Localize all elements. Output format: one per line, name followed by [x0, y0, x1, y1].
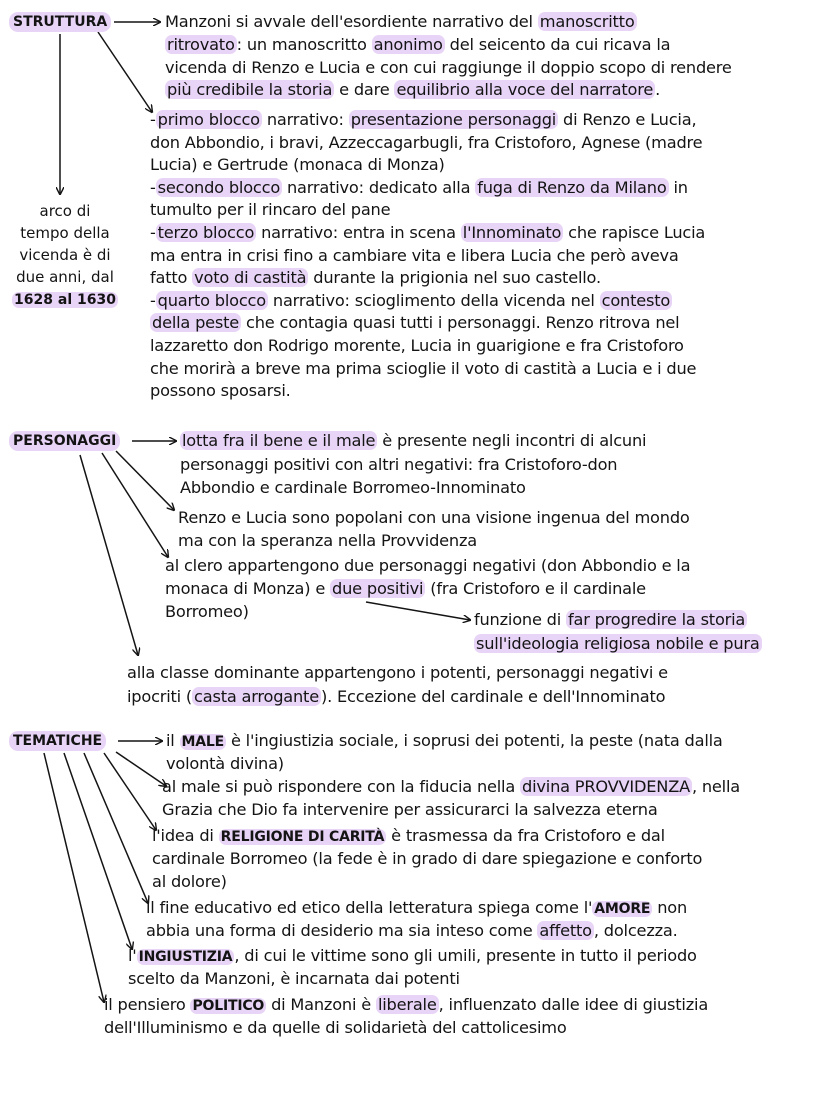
- text-segment: di Renzo e Lucia,: [558, 110, 697, 129]
- highlighted-text: AMORE: [594, 901, 651, 917]
- text-segment: che morirà a breve ma prima scioglie il voto di castità a Lucia e i due: [150, 358, 697, 378]
- highlighted-text: MALE: [181, 734, 224, 750]
- text-line: [150, 132, 702, 154]
- text-line: [128, 968, 460, 990]
- highlighted-text: anonimo: [373, 34, 443, 54]
- highlighted-text: casta arrogante: [194, 687, 319, 706]
- highlighted-text: terzo blocco: [157, 223, 255, 242]
- text-segment: l'idea di: [152, 826, 219, 845]
- text-line: [178, 507, 690, 529]
- arrow-tematiche-t5: [64, 753, 132, 949]
- text-line: [6, 267, 124, 289]
- text-line: [146, 897, 687, 920]
- highlighted-text: l'Innominato: [462, 223, 562, 242]
- text-segment: possono sposarsi.: [150, 381, 291, 401]
- text-segment: -: [150, 177, 156, 197]
- text-segment: -: [150, 110, 156, 129]
- arrow-personaggi-p4: [366, 602, 470, 620]
- text-line: [180, 477, 526, 499]
- arrow-tematiche-t6: [44, 753, 104, 1002]
- text-line: [150, 312, 679, 334]
- text-line: [165, 57, 732, 79]
- text-line: [152, 825, 665, 848]
- arrow-personaggi-p2: [116, 451, 174, 510]
- text-segment: arco di: [39, 202, 91, 220]
- text-line: [152, 871, 227, 893]
- text-segment: alla classe dominante appartengono i potenti, personaggi negativi e: [127, 663, 668, 682]
- text-segment: ). Eccezione del cardinale e dell'Innominato: [320, 687, 666, 706]
- text-line: [162, 799, 658, 821]
- highlighted-text: far progredire la storia: [568, 610, 746, 629]
- text-segment: Borromeo): [165, 602, 249, 621]
- text-segment: di Manzoni è: [266, 995, 376, 1014]
- text-line: [6, 223, 124, 245]
- highlighted-text: manoscritto: [539, 12, 635, 31]
- text-line: [104, 994, 708, 1017]
- text-segment: cardinale Borromeo (la fede è in grado di dare spiegazione e conforto: [152, 849, 703, 868]
- text-line: [150, 267, 601, 289]
- text-line: [152, 848, 702, 870]
- tematiche-label: TEMATICHE: [9, 731, 106, 751]
- text-line: [150, 199, 390, 221]
- text-segment: il: [166, 731, 180, 750]
- highlighted-text: quarto blocco: [157, 290, 266, 310]
- text-segment: : un manoscritto: [236, 34, 372, 54]
- text-line: [150, 245, 679, 267]
- text-segment: monaca di Monza) e: [165, 579, 331, 598]
- text-line: [162, 776, 740, 798]
- text-segment: ipocriti (: [127, 687, 193, 706]
- text-segment: e dare: [334, 80, 395, 100]
- text-line: [150, 358, 696, 380]
- text-segment: Manzoni si avvale dell'esordiente narrativo del: [165, 12, 538, 31]
- text-line: [165, 11, 637, 33]
- highlighted-text: affetto: [539, 921, 592, 940]
- highlighted-text: ritrovato: [167, 34, 235, 54]
- highlighted-text: fuga di Renzo da Milano: [477, 177, 667, 197]
- text-segment: scelto da Manzoni, è incarnata dai potenti: [128, 969, 460, 988]
- text-segment: personaggi positivi con altri negativi: fra Cristoforo-don: [180, 454, 618, 474]
- text-line: [150, 154, 445, 176]
- text-line: [128, 945, 697, 968]
- highlighted-text: 1628 al 1630: [14, 292, 116, 308]
- arrow-personaggi-p5: [80, 455, 138, 655]
- text-segment: Abbondio e cardinale Borromeo-Innominato: [180, 478, 526, 497]
- highlighted-text: liberale: [377, 995, 437, 1014]
- text-segment: lazzaretto don Rodrigo morente, Lucia in guarigione e fra Cristoforo: [150, 336, 684, 355]
- text-line: [6, 289, 124, 311]
- text-segment: ma con la speranza nella Provvidenza: [178, 531, 477, 550]
- text-segment: funzione di: [474, 610, 566, 629]
- highlighted-text: equilibrio alla voce del narratore: [396, 80, 654, 100]
- text-segment: , dolcezza.: [593, 921, 678, 940]
- arrow-tematiche-t4: [84, 753, 148, 903]
- highlighted-text: INGIUSTIZIA: [138, 949, 233, 965]
- text-segment: non: [652, 898, 688, 917]
- highlighted-text: lotta fra il bene e il male: [182, 431, 376, 450]
- highlighted-text: contesto: [601, 290, 671, 310]
- highlighted-text: più credibile la storia: [167, 80, 333, 100]
- text-segment: l': [128, 946, 137, 965]
- text-segment: è presente negli incontri di alcuni: [377, 431, 647, 450]
- text-segment: due anni, dal: [16, 268, 114, 286]
- text-segment: , di cui le vittime sono gli umili, presente in tutto il periodo: [234, 946, 697, 965]
- text-segment: (fra Cristoforo e il cardinale: [425, 579, 646, 598]
- text-segment: al dolore): [152, 872, 227, 891]
- text-segment: tumulto per il rincaro del pane: [150, 200, 391, 220]
- text-line: [6, 245, 124, 267]
- text-line: [180, 454, 617, 476]
- text-segment: il pensiero: [104, 995, 191, 1014]
- text-line: [166, 730, 723, 753]
- text-line: [165, 601, 249, 623]
- text-segment: -: [150, 223, 156, 242]
- text-segment: Lucia) e Gertrude (monaca di Monza): [150, 155, 445, 175]
- text-line: [127, 686, 665, 708]
- text-segment: narrativo: dedicato alla: [282, 177, 476, 197]
- text-line: [146, 920, 678, 942]
- text-segment: abbia una forma di desiderio ma sia inteso come: [146, 921, 538, 940]
- text-line: [127, 662, 668, 684]
- text-line: [178, 530, 477, 552]
- personaggi-label: PERSONAGGI: [9, 431, 120, 451]
- text-segment: al male si può rispondere con la fiducia nella: [162, 777, 521, 796]
- struttura-side-note: [6, 201, 124, 311]
- text-segment: .: [655, 80, 661, 100]
- highlighted-text: voto di castità: [194, 268, 307, 288]
- text-segment: ma entra in crisi fino a cambiare vita e libera Lucia che però aveva: [150, 245, 679, 265]
- text-segment: volontà divina): [166, 754, 284, 773]
- text-segment: è l'ingiustizia sociale, i soprusi dei potenti, la peste (nata dalla: [226, 731, 723, 750]
- text-line: [165, 34, 670, 56]
- text-segment: Renzo e Lucia sono popolani con una visione ingenua del mondo: [178, 508, 690, 527]
- text-line: [474, 609, 747, 631]
- text-line: [150, 177, 688, 199]
- text-line: [6, 201, 124, 223]
- text-segment: , influenzato dalle idee di giustizia: [438, 995, 709, 1014]
- text-segment: il fine educativo ed etico della letteratura spiega come l': [146, 898, 593, 917]
- text-segment: Grazia che Dio fa intervenire per assicurarci la salvezza eterna: [162, 800, 658, 819]
- text-segment: don Abbondio, i bravi, Azzeccagarbugli, fra Cristoforo, Agnese (madre: [150, 132, 703, 152]
- text-segment: fatto: [150, 268, 193, 288]
- highlighted-text: divina PROVVIDENZA: [522, 777, 690, 796]
- text-segment: narrativo: scioglimento della vicenda nel: [267, 290, 600, 310]
- text-segment: narrativo: entra in scena: [256, 223, 461, 242]
- text-line: [180, 430, 646, 452]
- text-segment: tempo della: [20, 224, 110, 242]
- text-line: [474, 633, 762, 655]
- arrow-personaggi-p3: [102, 453, 168, 557]
- text-line: [165, 578, 646, 600]
- text-segment: del seicento da cui ricava la: [444, 34, 671, 54]
- highlighted-text: POLITICO: [192, 998, 265, 1014]
- text-segment: che contagia quasi tutti i personaggi. Renzo ritrova nel: [241, 313, 680, 333]
- text-segment: è trasmessa da fra Cristoforo e dal: [386, 826, 665, 845]
- text-line: [150, 109, 696, 131]
- text-segment: in: [668, 177, 688, 197]
- text-line: [150, 380, 291, 402]
- text-segment: al clero appartengono due personaggi negativi (don Abbondio e la: [165, 556, 691, 575]
- text-segment: dell'Illuminismo e da quelle di solidarietà del cattolicesimo: [104, 1018, 567, 1037]
- text-line: [150, 222, 705, 244]
- text-segment: durante la prigionia nel suo castello.: [308, 268, 601, 288]
- highlighted-text: presentazione personaggi: [350, 110, 557, 129]
- highlighted-text: sull'ideologia religiosa nobile e pura: [476, 634, 760, 653]
- text-segment: vicenda di Renzo e Lucia e con cui raggiunge il doppio scopo di rendere: [165, 57, 732, 77]
- text-line: [150, 335, 684, 357]
- text-segment: -: [150, 290, 156, 310]
- text-line: [166, 753, 284, 775]
- highlighted-text: della peste: [152, 313, 240, 333]
- text-segment: , nella: [691, 777, 740, 796]
- text-line: [150, 290, 672, 312]
- highlighted-text: secondo blocco: [157, 177, 281, 197]
- text-segment: narrativo:: [261, 110, 349, 129]
- text-line: [165, 79, 660, 101]
- struttura-label: STRUTTURA: [9, 12, 111, 32]
- text-segment: che rapisce Lucia: [563, 223, 706, 242]
- text-segment: vicenda è di: [19, 246, 111, 264]
- highlighted-text: RELIGIONE DI CARITÀ: [220, 829, 385, 845]
- highlighted-text: due positivi: [332, 579, 424, 598]
- text-line: [104, 1017, 567, 1039]
- arrow-struttura-blocks: [98, 32, 152, 112]
- highlighted-text: primo blocco: [157, 110, 260, 129]
- text-line: [165, 555, 690, 577]
